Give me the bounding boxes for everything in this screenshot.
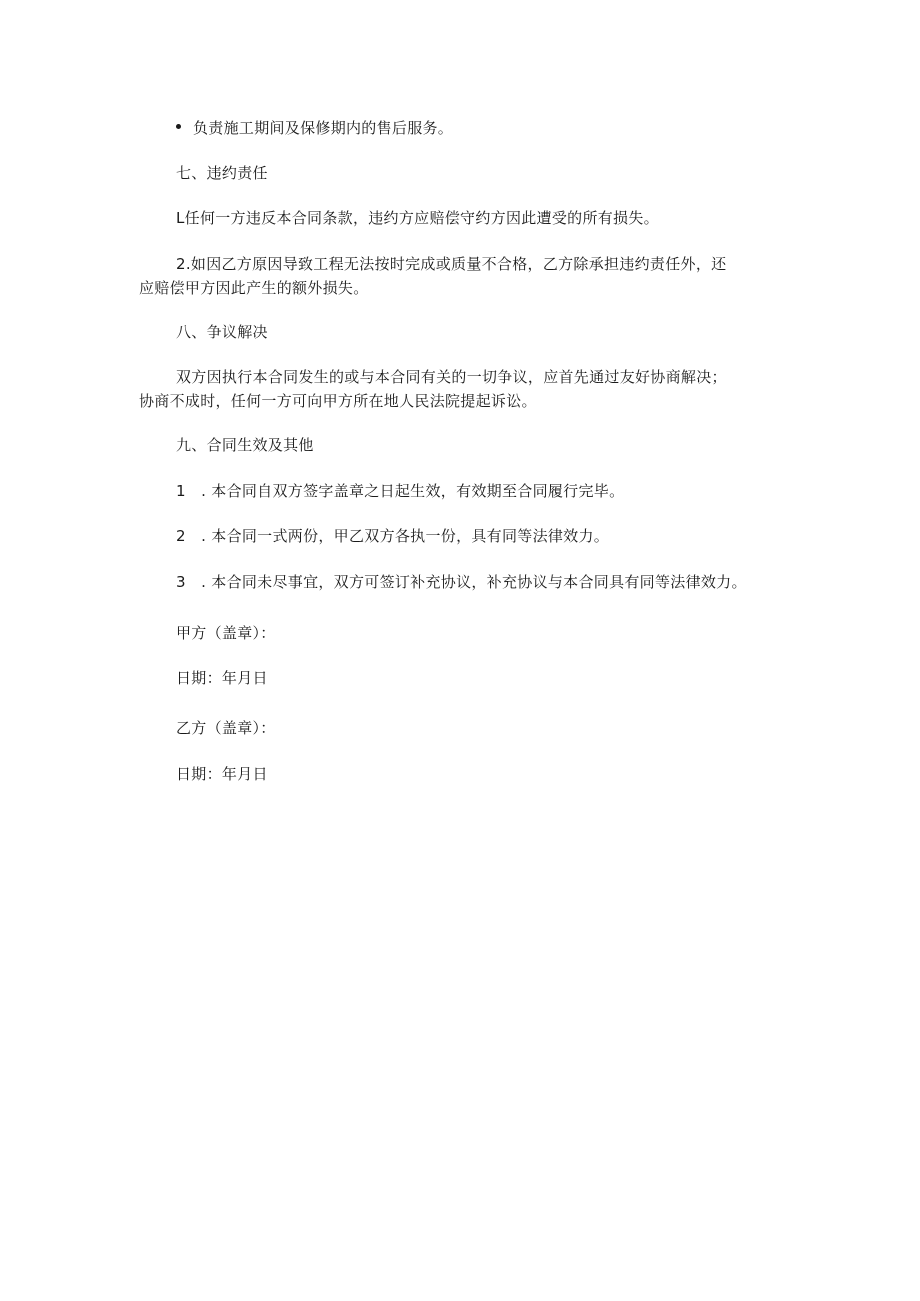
party-b-date-label: 日期：年月日 xyxy=(176,765,268,783)
party-b-seal-label: 乙方（盖章）： xyxy=(176,719,276,737)
section-9-item-2: 2 . 本合同一式两份，甲乙双方各执一份，具有同等法律效力。 xyxy=(176,527,610,545)
section-8-heading: 八、争议解决 xyxy=(176,323,268,341)
section-9-item-1: 1 . 本合同自双方签字盖章之日起生效，有效期至合同履行完毕。 xyxy=(176,482,625,500)
party-a-date-label: 日期：年月日 xyxy=(176,669,268,687)
bullet-dot-icon xyxy=(176,124,181,129)
party-a-seal-label: 甲方（盖章）： xyxy=(176,624,276,642)
section-9-heading: 九、合同生效及其他 xyxy=(176,436,314,454)
section-9-item-3: 3 . 本合同未尽事宜，双方可签订补充协议，补充协议与本合同具有同等法律效力。 xyxy=(176,573,747,591)
section-7-item-2-line-1: 2.如因乙方原因导致工程无法按时完成或质量不合格，乙方除承担违约责任外，还 xyxy=(176,255,727,273)
section-7-heading: 七、违约责任 xyxy=(176,164,268,182)
bullet-item xyxy=(176,118,453,138)
bullet-item-text: 负责施工期间及保修期内的售后服务。 xyxy=(193,119,454,137)
section-8-paragraph-line-2: 协商不成时，任何一方可向甲方所在地人民法院提起诉讼。 xyxy=(139,392,537,410)
section-8-paragraph-line-1: 双方因执行本合同发生的或与本合同有关的一切争议，应首先通过友好协商解决； xyxy=(176,368,727,386)
section-7-item-1: L任何一方违反本合同条款，违约方应赔偿守约方因此遭受的所有损失。 xyxy=(176,209,659,227)
section-7-item-2-line-2: 应赔偿甲方因此产生的额外损失。 xyxy=(139,279,369,297)
